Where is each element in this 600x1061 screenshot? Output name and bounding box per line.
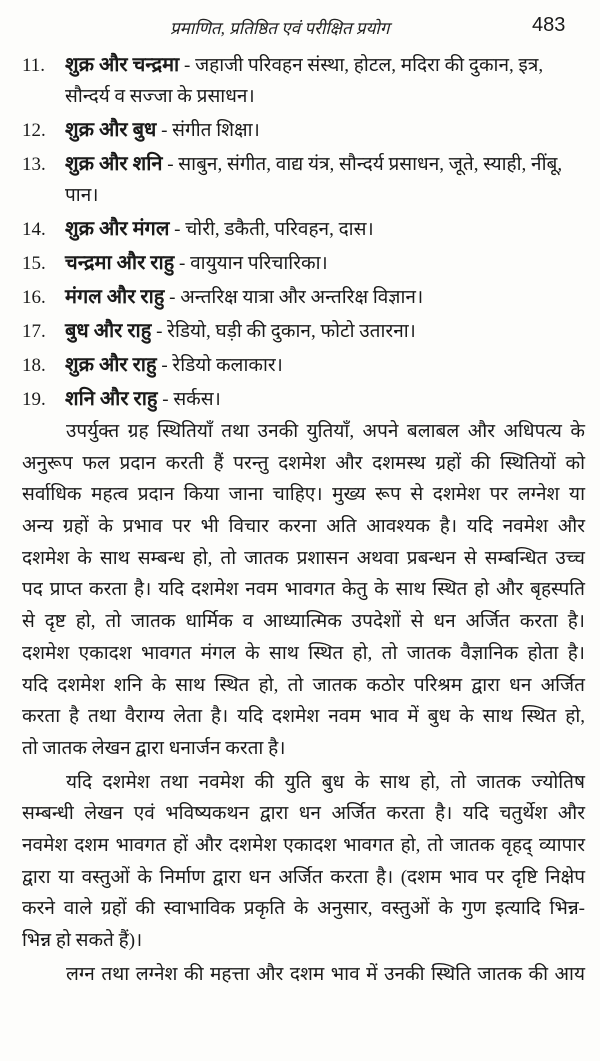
item-text: - सर्कस। [157,389,221,410]
page-header [0,14,600,40]
paragraph-line: अनुरूप फल प्रदान करती हैं परन्तु दशमेश और दशमस्थ ग्रहों की स्थितियों को [22,452,585,474]
item-heading: शनि और राहु [65,388,158,410]
item-number: 11. [22,55,46,76]
item-heading: शुक्र और चन्द्रमा [65,54,180,76]
item-heading: मंगल और राहु [65,286,165,308]
item-text: - रेडियो कलाकार। [156,355,283,376]
paragraph [22,416,585,765]
list-item [0,248,600,279]
paragraph [22,767,585,957]
paragraph-line: करने वाले ग्रहों की स्वाभाविक प्रकृति के अनुसार, वस्तुओं के गुण इत्यादि भिन्न- [22,898,585,920]
list-item [0,282,600,313]
list-item [0,350,600,381]
page-number: 483 [532,14,566,36]
item-heading: बुध और राहु [65,320,152,342]
item-text: - चोरी, डकैती, परिवहन, दास। [169,219,374,240]
item-number: 19. [22,389,46,410]
paragraph-line: दशमेश एकादश भावगत मंगल के साथ स्थित हो, तो जातक वैज्ञानिक होता है। [22,642,585,664]
list-item [0,149,600,211]
item-text: - संगीत शिक्षा। [156,120,260,141]
paragraph-line: पद प्राप्त करता है। यदि दशमेश नवम भावगत केतु के साथ स्थित हो और बृहस्पति [22,579,585,601]
item-heading: शुक्र और शनि [65,153,163,175]
body-text [22,416,585,992]
item-number: 18. [22,355,46,376]
item-heading: चन्द्रमा और राहु [65,252,175,274]
paragraph-line: सम्बन्धी लेखन एवं भविष्यकथन द्वारा धन अर्जित करता है। यदि चतुर्थेश और [22,803,585,825]
paragraph-line: सर्वाधिक महत्व प्रदान किया जाना चाहिए। मुख्य रूप से दशमेश पर लग्नेश या [22,484,585,506]
paragraph-line: तो जातक लेखन द्वारा धनार्जन करता है। [22,737,286,759]
paragraph-line: करता है तथा वैराग्य लेता है। यदि दशमेश नवम भाव में बुध के साथ स्थित हो, [22,706,585,728]
list-item [0,316,600,347]
item-text: - रेडियो, घड़ी की दुकान, फोटो उतारना। [151,321,416,342]
item-text: - जहाजी परिवहन संस्था, होटल, मदिरा की दुकान, इत्र, सौन्दर्य व सज्जा के प्रसाधन। [65,55,544,107]
item-text: - अन्तरिक्ष यात्रा और अन्तरिक्ष विज्ञान। [164,287,424,308]
paragraph-line: दशमेश के साथ सम्बन्ध हो, तो जातक प्रशासन अथवा प्रबन्धन से सम्बन्धित उच्च [22,547,585,569]
planet-combination-list [0,50,600,418]
paragraph-line: नवमेश दशम भावगत हों और दशमेश एकादश भावगत हो, तो जातक वृहद् व्यापार [22,834,585,856]
paragraph-line: अन्य ग्रहों के प्रभाव पर भी विचार करना अति आवश्यक है। यदि नवमेश और [22,516,585,538]
item-number: 15. [22,253,46,274]
paragraph-line: से दृष्ट हो, तो जातक धार्मिक व आध्यात्मिक उपदेशों से धन अर्जित करता है। [22,611,585,633]
item-number: 17. [22,321,46,342]
paragraph-line: भिन्न हो सकते हैं)। [22,930,143,951]
paragraph [22,959,585,991]
item-number: 14. [22,219,46,240]
list-item [0,214,600,245]
item-number: 13. [22,154,46,175]
list-item [0,115,600,146]
paragraph-line: लग्न तथा लग्नेश की महत्ता और दशम भाव में उनकी स्थिति जातक की आय [66,963,585,985]
item-text: - वायुयान परिचारिका। [174,253,328,274]
item-number: 12. [22,120,46,141]
item-heading: शुक्र और बुध [65,119,157,141]
running-title: प्रमाणित, प्रतिष्ठित एवं परीक्षित प्रयोग [170,19,390,38]
paragraph-line: द्वारा या वस्तुओं के निर्माण द्वारा धन अर्जित करता है। (दशम भाव पर दृष्टि निक्षेप [22,866,585,888]
item-heading: शुक्र और राहु [65,354,157,376]
list-item [0,50,600,112]
item-text: - साबुन, संगीत, वाद्य यंत्र, सौन्दर्य प्रसाधन, जूते, स्याही, नींबू, पान। [65,154,563,206]
list-item [0,384,600,415]
paragraph-line: यदि दशमेश शनि के साथ स्थित हो, तो जातक कठोर परिश्रम द्वारा धन अर्जित [22,674,585,696]
paragraph-line: उपर्युक्त ग्रह स्थितियाँ तथा उनकी युतियाँ, अपने बलाबल और अधिपत्य के [66,421,585,442]
item-number: 16. [22,287,46,308]
item-heading: शुक्र और मंगल [65,218,170,240]
paragraph-line: यदि दशमेश तथा नवमेश की युति बुध के साथ हो, तो जातक ज्योतिष [66,771,585,793]
